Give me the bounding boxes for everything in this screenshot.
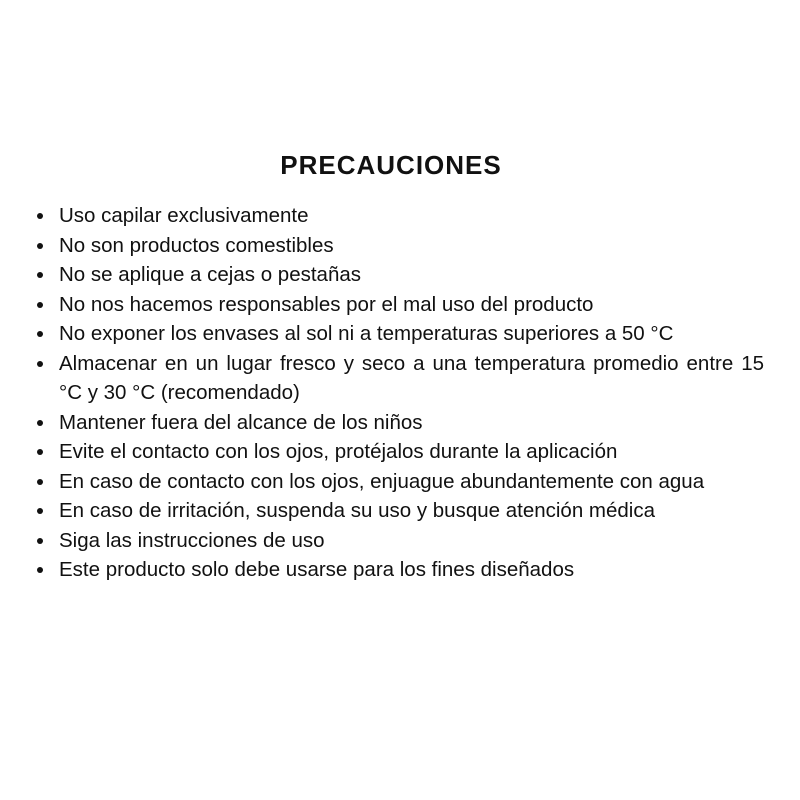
list-item: No nos hacemos responsables por el mal uso del producto [34, 290, 764, 320]
list-item: Almacenar en un lugar fresco y seco a una temperatura promedio entre 15 °C y 30 °C (recomendado) [34, 349, 764, 408]
list-item: No se aplique a cejas o pestañas [34, 260, 764, 290]
list-item: Mantener fuera del alcance de los niños [34, 408, 764, 438]
list-item: Evite el contacto con los ojos, protéjalos durante la aplicación [34, 437, 764, 467]
list-item: En caso de contacto con los ojos, enjuague abundantemente con agua [34, 467, 764, 497]
list-item: En caso de irritación, suspenda su uso y busque atención médica [34, 496, 764, 526]
list-item: Siga las instrucciones de uso [34, 526, 764, 556]
page-title: PRECAUCIONES [280, 150, 502, 180]
list-item: Este producto solo debe usarse para los fines diseñados [34, 555, 764, 585]
precautions-list [34, 201, 764, 585]
list-item: No exponer los envases al sol ni a temperaturas superiores a 50 °C [34, 319, 764, 349]
list-item: Uso capilar exclusivamente [34, 201, 764, 231]
list-item: No son productos comestibles [34, 231, 764, 261]
